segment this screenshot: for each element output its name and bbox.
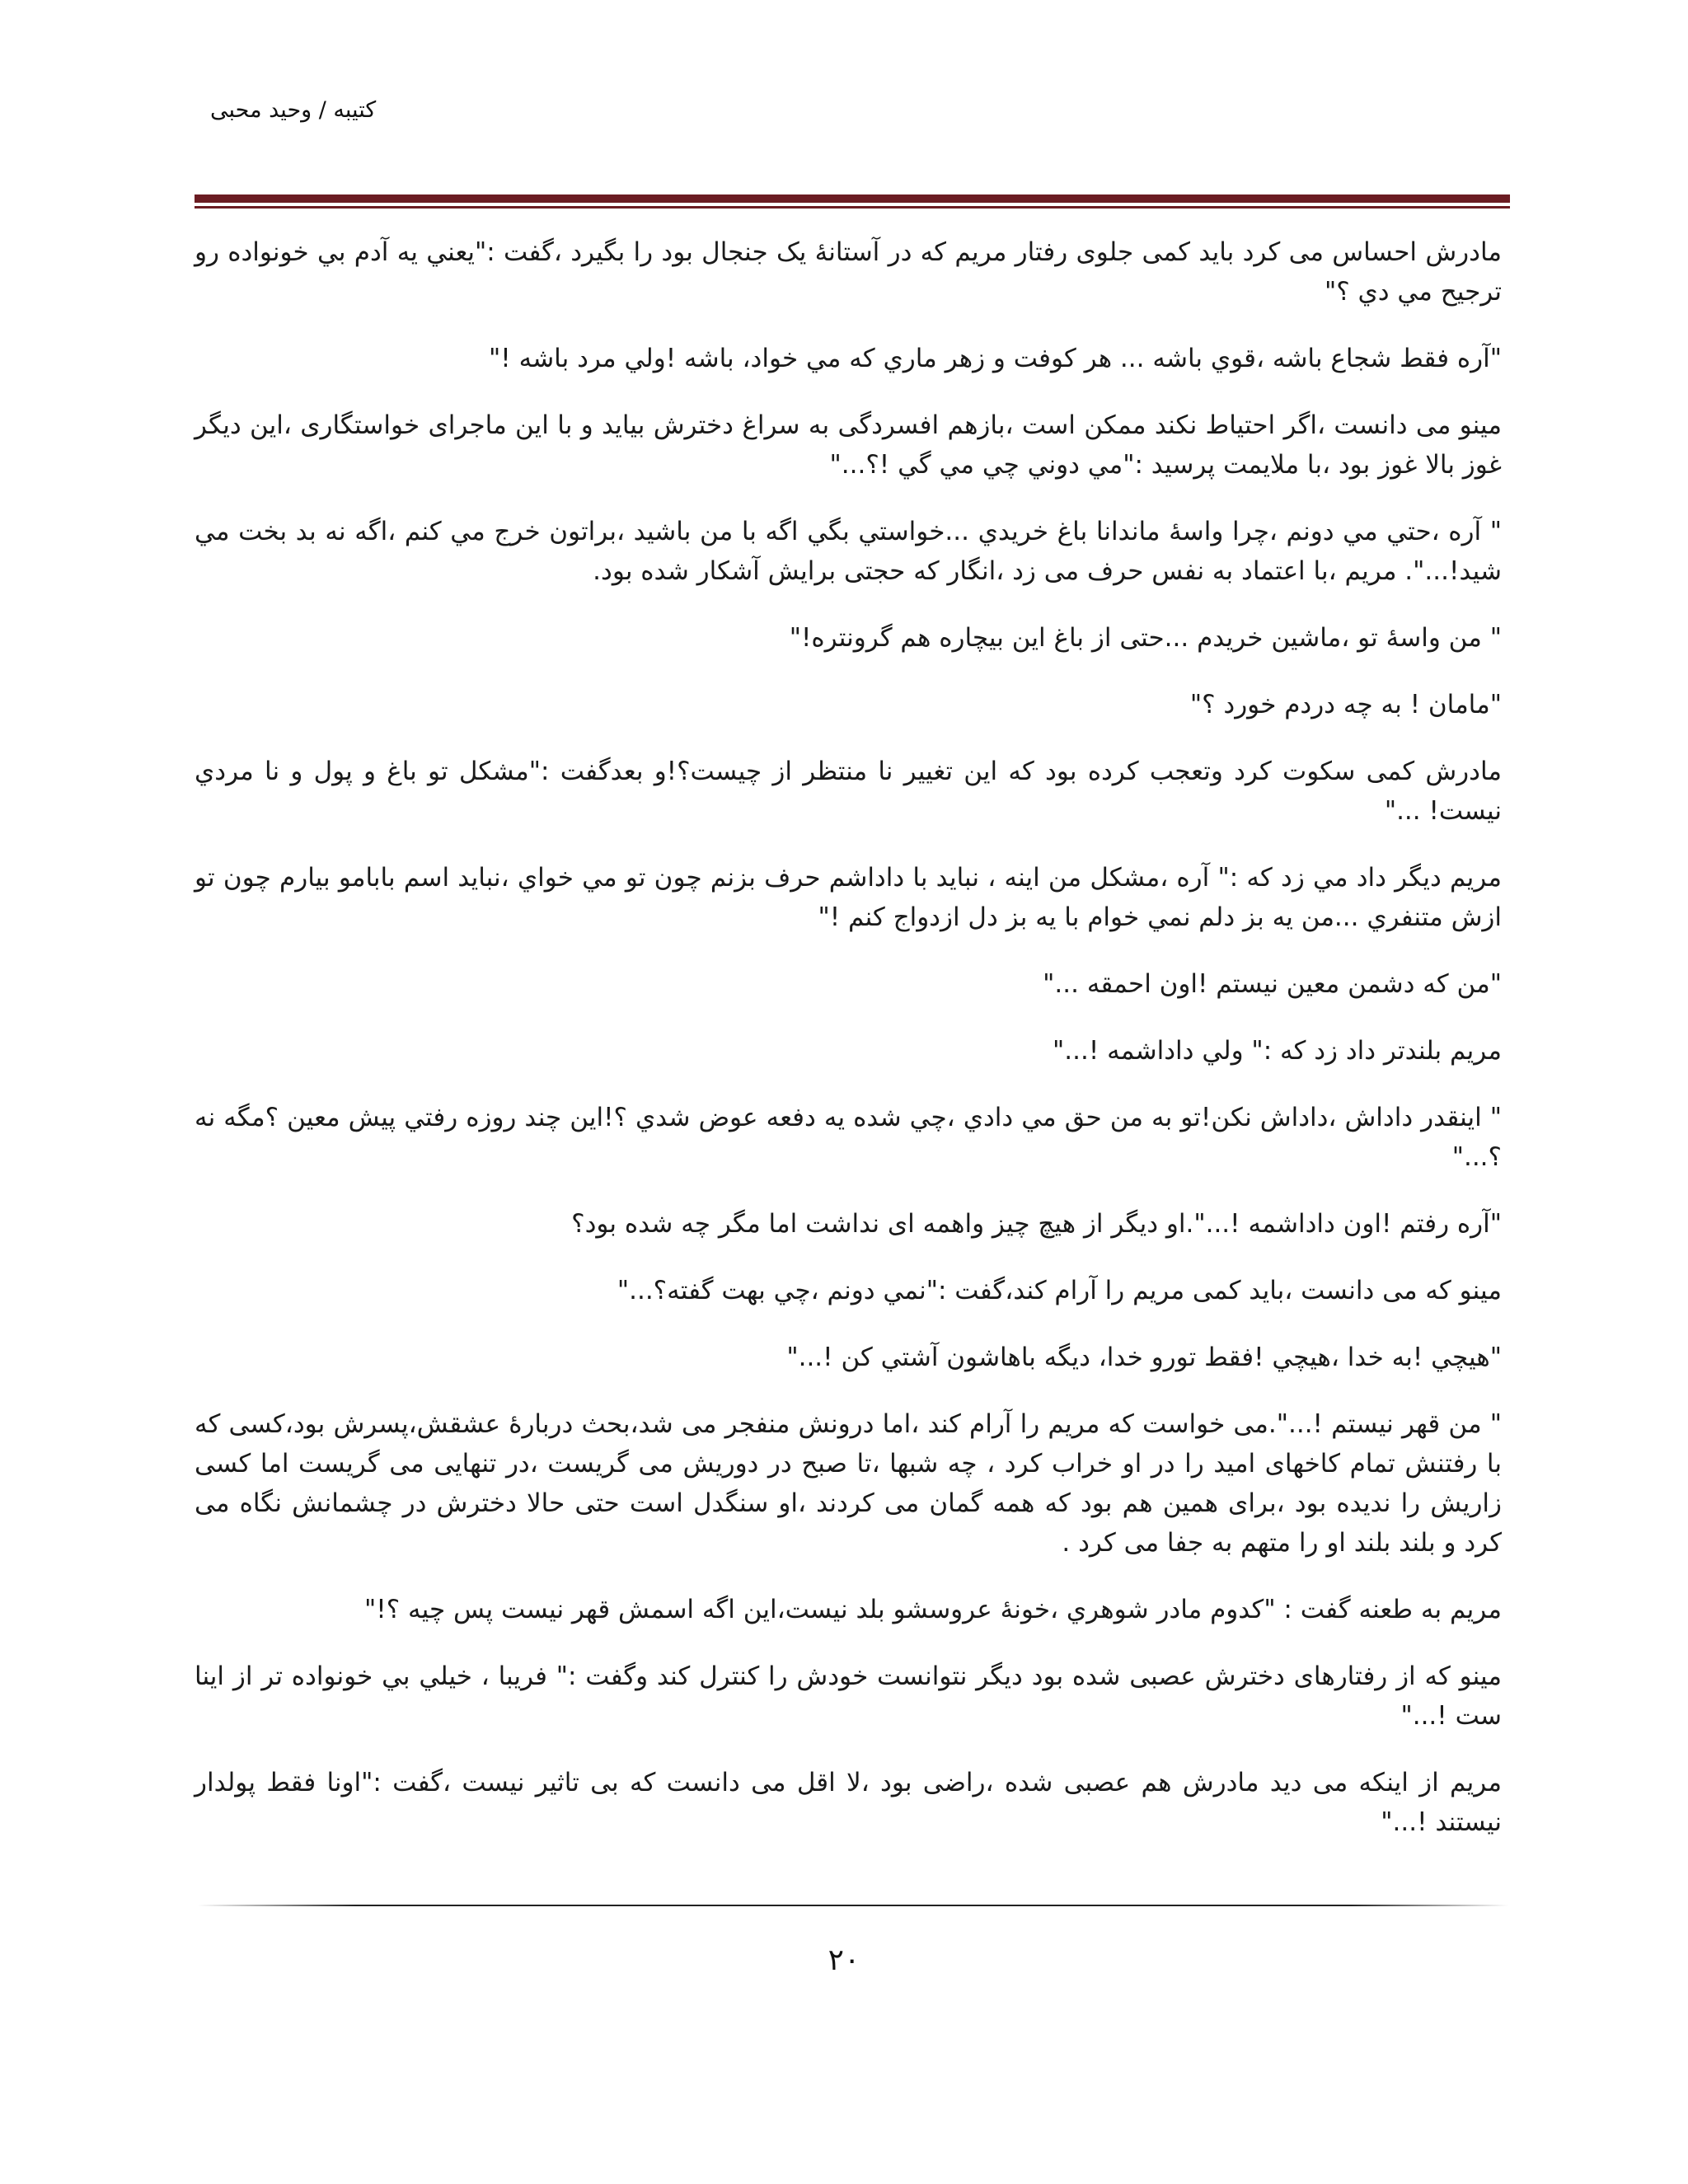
header-rule-thin (195, 206, 1510, 209)
paragraph: "آره رفتم !اون داداشمه !...".او ديگر از هیچ چیز واهمه ای نداشت اما مگر چه شده بود؟ (571, 1209, 1502, 1239)
paragraph: "مامان ! به چه دردم خورد ؟" (1189, 690, 1502, 719)
paragraph: " من قهر نيستم !...".می خواست که مریم را آرام کند ،اما درونش منفجر می شد،بحث دربارۀ عشقش،پسرش بود،کسی که با رفتنش تمام کاخهای امید را در او خراب کرد ، چه شبها ،تا صبح در دوریش می گریست ،در تنهایی می گریست اما کسی زاریش را ندیده بود ،برای همین هم بود که همه گمان می کردند ،او سنگدل است حتی حالا دخترش در چشمانش نگاه می کرد و بلند بلند او را متهم به جفا می کرد . (195, 1409, 1502, 1558)
paragraph: " آره ،حتي مي دونم ،چرا واسۀ ماندانا باغ خريدي ...خواستي بگي اگه با من باشيد ،براتون خرج مي کنم ،اگه نه بد بخت مي شيد!...". مریم ،با اعتماد به نفس حرف می زد ،انگار که حجتی برایش آشکار شده بود. (195, 517, 1502, 586)
paragraph: " اينقدر داداش ،داداش نکن!تو به من حق مي دادي ،چي شده يه دفعه عوض شدي ؟!اين چند روزه رفتي پيش معين ؟مگه نه ؟..." (195, 1103, 1502, 1172)
paragraph: "من که دشمن معين نيستم !اون احمقه ..." (1043, 969, 1502, 999)
paragraph: مریم از اینکه می دید مادرش هم عصبی شده ،راضی بود ،لا اقل می دانست که بی تاثیر نیست ،گفت :"اونا فقط پولدار نيستند !..." (195, 1768, 1502, 1837)
running-header: کتیبه / وحید محبی (210, 97, 377, 123)
paragraph: مینو می دانست ،اگر احتیاط نکند ممکن است ،بازهم افسردگی به سراغ دخترش بیاید و با این ماجرای خواستگاری ،این دیگر غوز بالا غوز بود ،با ملایمت پرسید :"مي دوني چي مي گي !؟..." (195, 410, 1502, 480)
paragraph: مادرش احساس می کرد باید کمی جلوی رفتار مریم که در آستانۀ یک جنجال بود را بگیرد ،گفت :"يعني يه آدم بي خونواده رو ترجيح مي دي ؟" (195, 237, 1502, 307)
paragraph: مادرش کمی سکوت کرد وتعجب کرده بود که این تغییر نا منتظر از چیست؟!و بعدگفت :"مشکل تو باغ و پول و نا مردي نيست! ..." (195, 757, 1502, 826)
paragraph: مینو که از رفتارهای دخترش عصبی شده بود دیگر نتوانست خودش را کنترل کند وگفت :" فريبا ، خيلي بي خونواده تر از اينا ست !..." (195, 1661, 1502, 1731)
paragraph: مریم بلندتر داد زد که :" ولي داداشمه !..." (1053, 1036, 1502, 1066)
footer-rule (198, 1905, 1508, 1906)
paragraph: مريم ديگر داد مي زد که :" آره ،مشكل من اينه ، نبايد با داداشم حرف بزنم چون تو مي خواي ،نبايد اسم بابامو بيارم چون تو ازش متنفري ...من يه بز دلم نمي خوام با يه بز دل ازدواج كنم !" (195, 863, 1502, 932)
paragraph: "هيچي !به خدا ،هيچي !فقط تورو خدا، ديگه باهاشون آشتي کن !..." (786, 1343, 1502, 1372)
paragraph: " من واسۀ تو ،ماشين خريدم ...حتی از باغ این بیچاره هم گرونتره!" (789, 623, 1502, 653)
paragraph: مینو که می دانست ،باید کمی مریم را آرام کند،گفت :"نمي دونم ،چي بهت گفته؟..." (617, 1276, 1502, 1305)
paragraph: مریم به طعنه گفت : "کدوم مادر شوهري ،خونۀ عروسشو بلد نيست،اين اگه اسمش قهر نيست پس چيه ؟!" (364, 1595, 1502, 1624)
header-rule-thick (195, 194, 1510, 203)
paragraph: "آره فقط شجاع باشه ،قوي باشه ... هر کوفت و زهر ماري که مي خواد، باشه !ولي مرد باشه !" (489, 344, 1502, 373)
page-body (195, 232, 1507, 1869)
page-number: ۲۰ (828, 1943, 860, 1977)
